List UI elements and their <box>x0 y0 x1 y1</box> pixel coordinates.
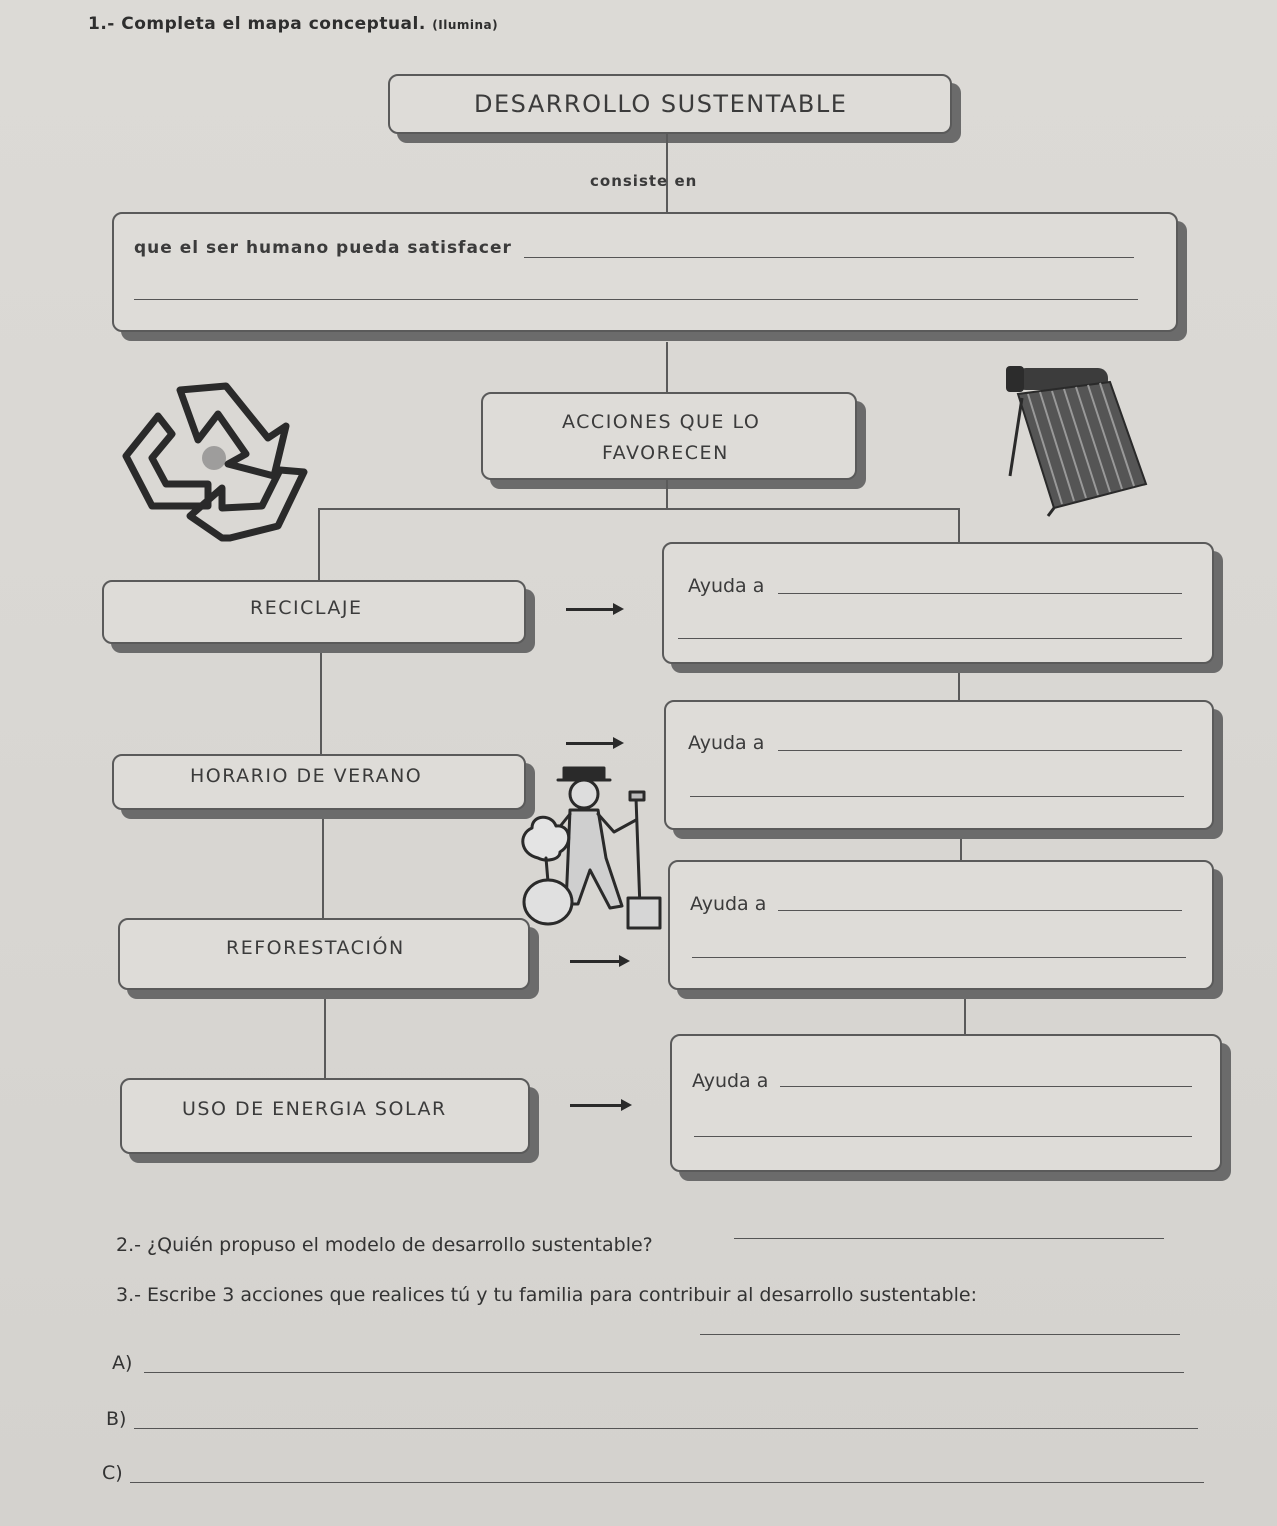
action-label-horario: HORARIO DE VERANO <box>190 765 423 787</box>
left-trunk-2 <box>320 650 322 754</box>
helps-label-4: Ayuda a <box>692 1070 769 1092</box>
helps-label-1: Ayuda a <box>688 575 765 597</box>
arrow-right-icon <box>570 1104 624 1107</box>
actions-stem <box>666 478 668 508</box>
option-a-label: A) <box>112 1352 133 1374</box>
arrow-right-icon <box>570 960 622 963</box>
helps-blank-3b[interactable] <box>692 957 1186 958</box>
definition-blank-1[interactable] <box>524 257 1134 258</box>
definition-prompt: que el ser humano pueda satisfacer <box>134 238 512 258</box>
heading-note: (Ilumina) <box>432 18 499 32</box>
action-label-reforestacion: REFORESTACIÓN <box>226 937 405 959</box>
heading-text: 1.- Completa el mapa conceptual. <box>88 14 426 34</box>
helps-blank-3a[interactable] <box>778 910 1182 911</box>
actions-hbar <box>318 508 960 510</box>
helps-blank-2a[interactable] <box>778 750 1182 751</box>
actions-header-box <box>481 392 857 480</box>
question-3-blank-top[interactable] <box>700 1334 1180 1335</box>
left-trunk-1 <box>318 508 320 584</box>
helps-box-1 <box>662 542 1214 664</box>
helps-label-3: Ayuda a <box>690 893 767 915</box>
helps-blank-1b[interactable] <box>678 638 1182 639</box>
arrow-right-icon <box>566 742 616 745</box>
helps-blank-4b[interactable] <box>694 1136 1192 1137</box>
question-2-blank[interactable] <box>734 1238 1164 1239</box>
right-trunk-4 <box>964 984 966 1034</box>
right-trunk-2 <box>958 668 960 702</box>
option-b-blank[interactable] <box>134 1428 1198 1429</box>
helps-blank-2b[interactable] <box>690 796 1184 797</box>
root-label: DESARROLLO SUSTENTABLE <box>474 90 848 118</box>
option-c-label: C) <box>102 1462 123 1484</box>
left-trunk-3 <box>322 818 324 922</box>
actions-title-2: FAVORECEN <box>602 442 729 464</box>
definition-blank-2[interactable] <box>134 299 1138 300</box>
left-trunk-4 <box>324 990 326 1080</box>
definition-box <box>112 212 1178 332</box>
option-a-blank[interactable] <box>144 1372 1184 1373</box>
helps-blank-1a[interactable] <box>778 593 1182 594</box>
right-trunk-3 <box>960 828 962 862</box>
option-c-blank[interactable] <box>130 1482 1204 1483</box>
gardener-with-tree-icon <box>514 758 664 936</box>
connector-line-2 <box>666 342 668 394</box>
actions-title-1: ACCIONES QUE LO <box>562 411 761 433</box>
helps-label-2: Ayuda a <box>688 732 765 754</box>
arrow-right-icon <box>566 608 616 611</box>
question-3: 3.- Escribe 3 acciones que realices tú y tu familia para contribuir al desarrollo sustentable: <box>116 1284 977 1306</box>
action-label-solar: USO DE ENERGIA SOLAR <box>182 1098 447 1120</box>
right-trunk-1 <box>958 508 960 544</box>
recycle-icon <box>118 376 310 542</box>
connector-label: consiste en <box>590 172 698 190</box>
solar-water-heater-icon <box>998 358 1148 518</box>
option-b-label: B) <box>106 1408 127 1430</box>
helps-blank-4a[interactable] <box>780 1086 1192 1087</box>
helps-box-3 <box>668 860 1214 990</box>
question-2: 2.- ¿Quién propuso el modelo de desarrollo sustentable? <box>116 1234 653 1256</box>
helps-box-4 <box>670 1034 1222 1172</box>
helps-box-2 <box>664 700 1214 830</box>
exercise-1-heading <box>88 14 498 34</box>
action-label-reciclaje: RECICLAJE <box>250 597 363 619</box>
